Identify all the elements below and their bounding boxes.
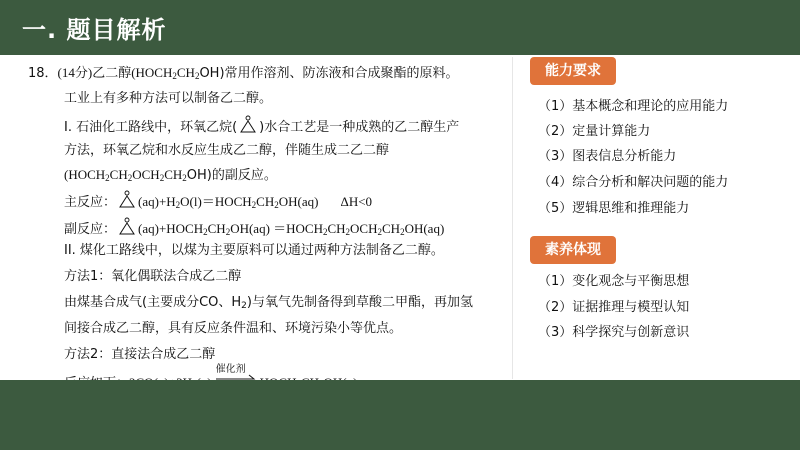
ability-item: （1）基本概念和理论的应用能力	[538, 99, 729, 114]
question-line-10: 由煤基合成气(主要成分CO、$H_2$)与氧气先制备得到草酸二甲酯，再加氢	[64, 295, 473, 311]
question-line-1: 18．(14分)乙二醇$(HOCH_2CH_2OH)$常用作溶剂、防冻液和合成聚酯的原料。	[28, 65, 459, 81]
page-title: 一. 题目解析	[22, 16, 167, 44]
main-reaction: 主反应： $(aq)+H_2O(l)=HOCH_2CH_2OH(aq)$ ΔH<0	[64, 190, 372, 215]
literacy-item: （1）变化观念与平衡思想	[538, 274, 690, 289]
question-number: 18．	[28, 66, 58, 81]
ability-item: （4）综合分析和解决问题的能力	[538, 175, 729, 190]
question-line-3: I. 石油化工路线中，环氧乙烷( )水合工艺是一种成熟的乙二醇生产	[64, 115, 459, 138]
footer-bar	[0, 380, 800, 450]
literacy-item: （2）证据推理与模型认知	[538, 300, 690, 315]
enthalpy-label: ΔH<0	[340, 194, 373, 209]
question-line-8: II. 煤化工路线中，以煤为主要原料可以通过两种方法制备乙二醇。	[64, 243, 444, 258]
epoxide-ring-icon	[117, 217, 137, 237]
literacy-item: （3）科学探究与创新意识	[538, 325, 690, 340]
epoxide-ring-icon	[117, 190, 137, 210]
question-line-2: 工业上有多种方法可以制备乙二醇。	[64, 91, 273, 106]
method-2-heading: 方法2：直接法合成乙二醇	[64, 347, 216, 362]
epoxide-ring-icon	[238, 115, 258, 135]
question-line-4: 方法，环氧乙烷和水反应生成乙二醇，伴随生成二乙二醇	[64, 143, 390, 158]
header-bar	[0, 0, 800, 55]
ability-item: （2）定量计算能力	[538, 124, 651, 139]
abilities-tag: 能力要求	[530, 57, 616, 85]
method-1-heading: 方法1：氧化偶联法合成乙二醇	[64, 269, 242, 284]
ability-item: （5）逻辑思维和推理能力	[538, 201, 690, 216]
ability-item: （3）图表信息分析能力	[538, 149, 677, 164]
question-panel	[18, 57, 512, 379]
literacy-tag: 素养体现	[530, 236, 616, 264]
question-line-5: $(HOCH_2CH_2OCH_2CH_2OH)$的副反应。	[64, 167, 277, 183]
question-line-11: 间接合成乙二醇，具有反应条件温和、环境污染小等优点。	[64, 321, 403, 336]
panel-divider	[512, 57, 513, 379]
side-reaction: 副反应： $(aq)+HOCH_2CH_2OH(aq)$ $=HOCH_2CH_2OCH_2CH_2OH(aq)$	[64, 217, 444, 242]
catalyst-label: 催化剂	[215, 364, 246, 375]
requirements-panel	[520, 57, 790, 379]
